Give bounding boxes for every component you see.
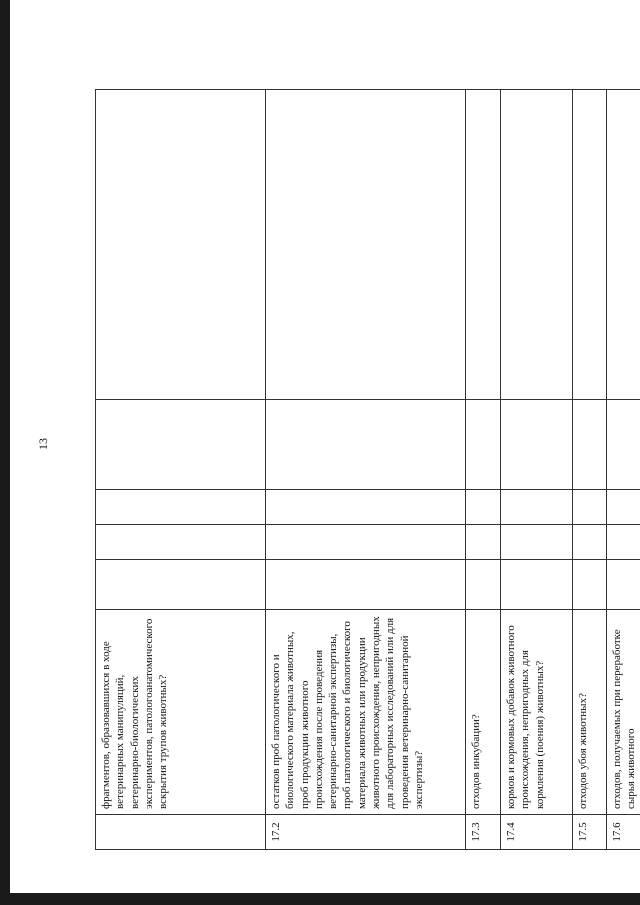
- rotated-table-container: [95, 90, 638, 850]
- notes-cell: [466, 90, 501, 400]
- row-question: отходов инкубации?: [466, 610, 501, 815]
- row-question: остатков проб патологического и биологического материала животных, проб продукции животного происхождения после проведения ветеринарно-санитарной экспертизы, проб патологического и биологического материала животных или продукции животного происхождения, непригодных для лабораторных исследований или для проведения ветеринарно-санитарной экспертизы?: [266, 610, 466, 815]
- row-number: 17.4: [501, 815, 573, 850]
- notes-cell: [501, 90, 573, 400]
- answer-cell: [607, 400, 640, 490]
- row-number: 17.6: [607, 815, 640, 850]
- answer-cell: [607, 490, 640, 525]
- row-number: [96, 815, 266, 850]
- answer-cell: [96, 525, 266, 560]
- answer-cell: [266, 560, 466, 610]
- notes-cell: [573, 90, 607, 400]
- scan-edge-left: [0, 0, 10, 905]
- scan-edge-bottom: [0, 893, 640, 905]
- answer-cell: [501, 400, 573, 490]
- answer-cell: [501, 490, 573, 525]
- answer-cell: [573, 400, 607, 490]
- table-row: [266, 90, 466, 850]
- notes-cell: [96, 90, 266, 400]
- answer-cell: [96, 400, 266, 490]
- answer-cell: [573, 490, 607, 525]
- answer-cell: [96, 490, 266, 525]
- row-number: 17.3: [466, 815, 501, 850]
- answer-cell: [501, 560, 573, 610]
- table-row: [96, 90, 266, 850]
- answer-cell: [266, 400, 466, 490]
- answer-cell: [466, 525, 501, 560]
- answer-cell: [266, 490, 466, 525]
- row-question: отходов убоя животных?: [573, 610, 607, 815]
- answer-cell: [501, 525, 573, 560]
- answer-cell: [466, 560, 501, 610]
- answer-cell: [607, 525, 640, 560]
- table-row: [466, 90, 501, 850]
- table-row: [607, 90, 640, 850]
- notes-cell: [607, 90, 640, 400]
- answer-cell: [607, 560, 640, 610]
- row-question: фрагментов, образовавшихся в ходе ветеринарных манипуляций, ветеринарно-биологических экспериментов, патологоанатомического вскрытия трупов животных?: [96, 610, 266, 815]
- notes-cell: [266, 90, 466, 400]
- row-number: 17.2: [266, 815, 466, 850]
- checklist-table: [95, 89, 640, 850]
- row-number: 17.5: [573, 815, 607, 850]
- answer-cell: [573, 525, 607, 560]
- answer-cell: [96, 560, 266, 610]
- answer-cell: [266, 525, 466, 560]
- page-number: 13: [36, 438, 50, 450]
- answer-cell: [466, 490, 501, 525]
- row-question: кормов и кормовых добавок животного происхождения, непригодных для кормления (поения) животных?: [501, 610, 573, 815]
- table-row: [573, 90, 607, 850]
- answer-cell: [573, 560, 607, 610]
- table-row: [501, 90, 573, 850]
- row-question: отходов, получаемых при переработке сырья животного: [607, 610, 640, 815]
- answer-cell: [466, 400, 501, 490]
